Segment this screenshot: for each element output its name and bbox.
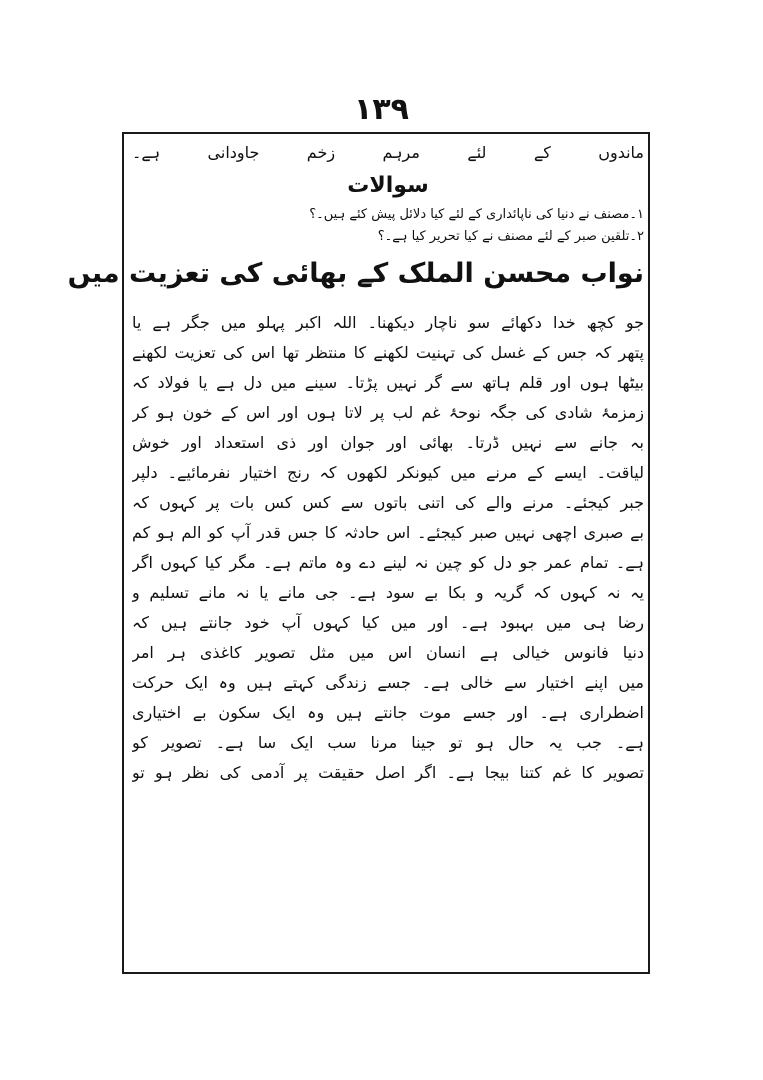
page-number: ۱۳۹ [354,92,409,127]
spacer [132,300,644,308]
question-item: ۲۔تلقین صبر کے لئے مصنف نے کیا تحریر کیا ہے۔؟ [377,229,644,244]
page-content [67,138,644,788]
carry-over-line: ماندوں کے لئے مرہم زخم جاودانی ہے۔ [132,143,644,162]
body-line: یہ نہ کہوں کہ گریہ و بکا بے سود ہے۔ جی مانے یا نہ مانے تسلیم و [132,583,644,602]
body-line: تصویر کا غم کتنا بیجا ہے۔ اگر اصل حقیقت پر آدمی کی نظر ہو تو [132,763,644,782]
body-line: لیاقت۔ ایسے کے مرنے میں کیونکر لکھوں کہ رنج اختیار نفرمائیے۔ دلپر [132,463,644,482]
body-line: زمزمۂ شادی کی جگہ نوحۂ غم لب پر لاتا ہوں اور اس کے خون ہو کر [132,403,644,422]
body-line: پتھر کہ جس کے غسل کی تہنیت لکھنے کا منتظر تھا اس کی تعزیت لکھنے [132,343,644,362]
body-line: بہ جانے سے نہیں ڈرتا۔ بھائی اور جوان اور ذی استعداد اور خوش [132,433,644,452]
question-item: ۱۔مصنف نے دنیا کی ناپائداری کے لئے کیا دلائل پیش کئے ہیں۔؟ [309,207,644,222]
body-line: میں اپنے اختیار سے خالی ہے۔ جسے زندگی کہتے ہیں وہ ایک حرکت [132,673,644,692]
body-line: جبر کیجئے۔ مرنے والے کی اتنی باتوں سے کس کس بات پر کہوں کہ [132,493,644,512]
questions-heading: سوالات [347,173,429,198]
body-line: بے صبری اچھی نہیں صبر کیجئے۔ اس حادثہ کا جس قدر آپ کو الم ہو کم [132,523,644,542]
body-line: ہے۔ جب یہ حال ہو تو جینا مرنا سب ایک سا ہے۔ تصویر کو [132,733,644,752]
body-line: ہے۔ تمام عمر جو دل کو چین نہ لینے دے وہ ماتم ہے۔ مگر کیا کہوں اگر [132,553,644,572]
body-line: جو کچھ خدا دکھائے سو ناچار دیکھنا۔ اللہ اکبر پہلو میں جگر ہے یا [132,313,644,332]
body-line: دنیا فانوس خیالی ہے انسان اس میں مثل تصویر کاغذی ہر امر [132,643,644,662]
body-line: رضا ہی میں بہبود ہے۔ اور میں کیا کہوں آپ خود جانتے ہیں کہ [132,613,644,632]
section-title: نواب محسن الملک کے بھائی کی تعزیت میں [67,258,644,289]
body-line: بیٹھا ہوں اور قلم ہاتھ سے گر نہیں پڑتا۔ سینے میں دل ہے یا فولاد کہ [132,373,644,392]
body-line: اضطراری ہے۔ اور جسے موت جانتے ہیں وہ ایک سکون بے اختیاری [132,703,644,722]
